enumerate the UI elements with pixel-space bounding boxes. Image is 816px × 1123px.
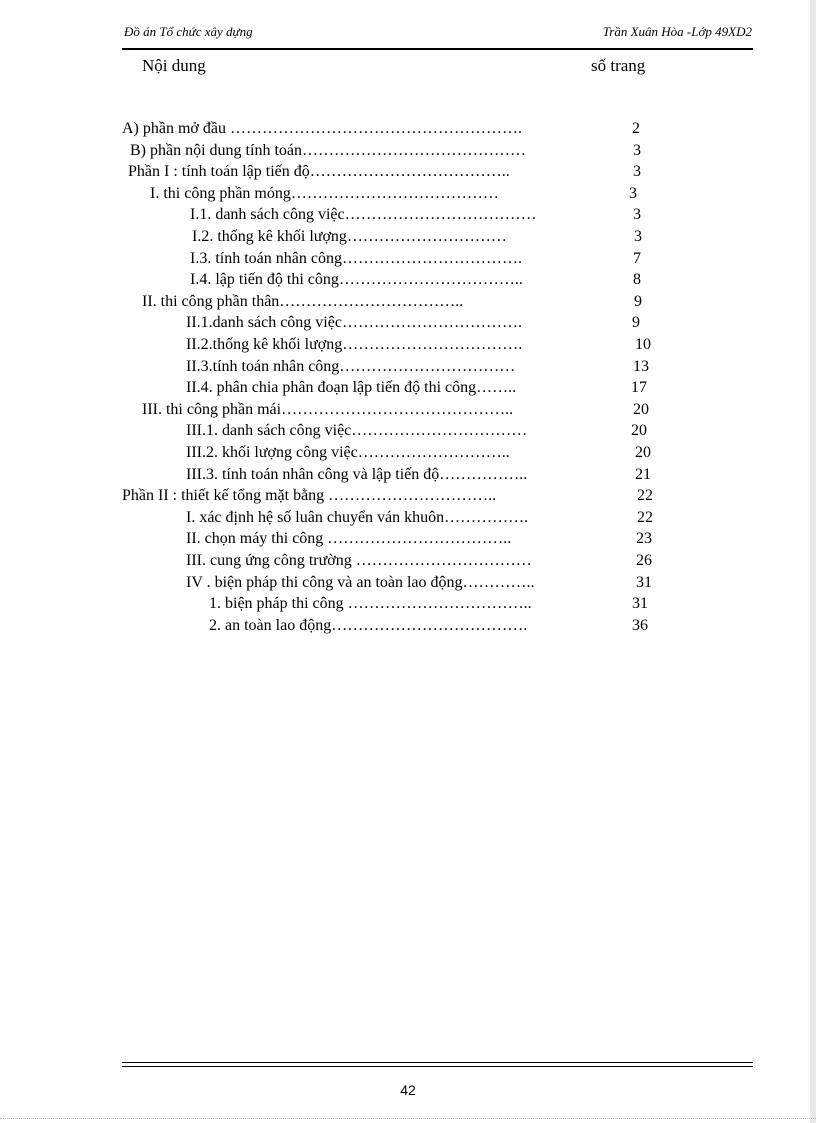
toc-entry-page: 31 (636, 574, 652, 591)
toc-entry-page: 10 (635, 336, 651, 353)
header-rule (122, 48, 753, 50)
toc-entry-page: 20 (635, 444, 651, 461)
toc-entry-page: 20 (633, 401, 649, 418)
toc-entry-text: Phần II : thiết kế tổng mặt bằng ………………………….. (122, 487, 497, 504)
toc-entry-text: I.4. lập tiến độ thi công…………………………….. (190, 271, 523, 288)
toc-entry-page: 17 (631, 379, 647, 396)
toc-entry-text: I.1. danh sách công việc……………………………… (190, 206, 537, 223)
toc-entry-text: I. xác định hệ số luân chuyển ván khuôn……………. (186, 509, 529, 526)
toc-entry-page: 8 (633, 271, 641, 288)
toc-entry-text: III.3. tính toán nhân công và lập tiến độ…………….. (186, 466, 528, 483)
toc-entry-text: Phần I : tính toán lập tiến độ……………………………….. (128, 163, 510, 180)
toc-entry-text: I.3. tính toán nhân công……………………………. (190, 250, 522, 267)
toc-entry-page: 21 (635, 466, 651, 483)
toc-entry-page: 31 (632, 595, 648, 612)
toc-entry-page: 7 (633, 250, 641, 267)
toc-entry-text: B) phần nội dung tính toán…………………………………… (130, 142, 526, 159)
toc-entry-text: III. cung ứng công trường …………………………… (186, 552, 532, 569)
footer-rule (122, 1062, 753, 1067)
page-header (122, 22, 752, 46)
toc-entry-page: 22 (637, 509, 653, 526)
toc-entry-text: II.3.tính toán nhân công…………………………… (186, 358, 516, 375)
toc-entry-text: II.1.danh sách công việc……………………………. (186, 314, 522, 331)
toc-entry-text: I. thi công phần móng………………………………… (150, 185, 499, 202)
toc-entry-text: A) phần mở đầu ………………………………………………. (122, 120, 522, 137)
toc-entry-page: 3 (633, 142, 641, 159)
toc-entry-page: 23 (636, 530, 652, 547)
toc-entry-text: III.1. danh sách công việc…………………………… (186, 422, 528, 439)
header-left-title: Đồ án Tổ chức xây dựng (124, 24, 253, 39)
toc-entry-page: 22 (637, 487, 653, 504)
toc-entry-text: I.2. thống kê khối lượng………………………… (192, 228, 507, 245)
toc-entry-page: 20 (631, 422, 647, 439)
toc-entry-text: III. thi công phần mái…………………………………….. (142, 401, 514, 418)
toc-entry-page: 3 (634, 228, 642, 245)
column-heading-page: số trang (591, 56, 646, 75)
toc-entry-text: IV . biện pháp thi công và an toàn lao động………….. (186, 574, 535, 591)
toc-entry-text: II. thi công phần thân…………………………….. (142, 293, 464, 310)
toc-entry-page: 2 (632, 120, 640, 137)
page-edge (810, 0, 816, 1123)
toc-entry-text: 1. biện pháp thi công …………………………….. (209, 595, 532, 612)
header-right-author: Trần Xuân Hòa -Lớp 49XD2 (602, 24, 752, 39)
column-heading-content: Nội dung (142, 56, 206, 75)
footer-dotted-line (0, 1118, 816, 1119)
toc-entry-page: 13 (633, 358, 649, 375)
toc-entry-page: 9 (632, 314, 640, 331)
toc-entry-page: 9 (634, 293, 642, 310)
toc-entry-page: 3 (629, 185, 637, 202)
toc-entry-text: 2. an toàn lao động………………………………. (209, 617, 528, 634)
toc-entry-page: 3 (633, 163, 641, 180)
toc-entry-text: III.2. khối lượng công việc……………………….. (186, 444, 510, 461)
toc-entry-page: 3 (633, 206, 641, 223)
toc-entry-text: II. chọn máy thi công …………………………….. (186, 530, 512, 547)
toc-entry-text: II.4. phân chia phân đoạn lập tiến độ thi công…….. (186, 379, 517, 396)
page-number: 42 (400, 1082, 416, 1098)
toc-entry-page: 36 (632, 617, 648, 634)
toc-entry-text: II.2.thống kê khối lượng……………………………. (186, 336, 523, 353)
toc-entry-page: 26 (636, 552, 652, 569)
